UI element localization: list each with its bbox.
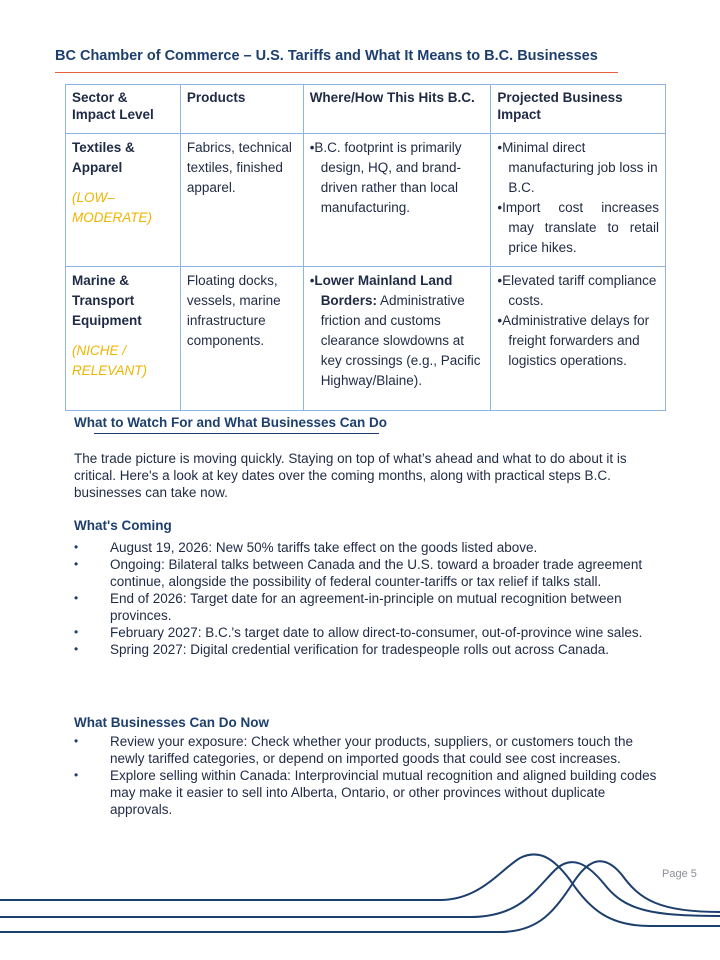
list-item: • Ongoing: Bilateral talks between Canada and the U.S. toward a broader trade agreement continue, alongside the possibility of federal counter-tariffs or tax relief if talks stall.	[74, 557, 643, 589]
impact-cell	[491, 134, 666, 267]
bullet-icon: •	[74, 768, 79, 782]
impact-cell	[491, 267, 666, 411]
title-underline	[55, 72, 618, 73]
page-title: BC Chamber of Commerce – U.S. Tariffs and What It Means to B.C. Businesses	[55, 48, 598, 64]
bullet-icon: •	[74, 540, 79, 554]
list-item: • February 2027: B.C.'s target date to allow direct-to-consumer, out-of-province wine sales.	[74, 625, 643, 640]
bullet-icon: •	[74, 642, 79, 656]
watch-heading: What to Watch For and What Businesses Can Do	[74, 415, 388, 430]
list-item: • August 19, 2026: New 50% tariffs take effect on the goods listed above.	[74, 540, 538, 555]
sector-name: Textiles & Apparel	[72, 140, 135, 175]
bullet-icon: •	[74, 591, 79, 605]
bullet-icon: •	[74, 557, 79, 571]
coming-heading: What's Coming	[74, 518, 172, 533]
where-bullet: •B.C. footprint is primarily design, HQ, and brand-driven rather than local manufacturing.	[309, 140, 462, 215]
bullet-icon: •	[74, 625, 79, 639]
impact-level: (NICHE / RELEVANT)	[72, 343, 148, 378]
header-where: Where/How This Hits B.C.	[303, 85, 491, 134]
tariff-impact-table	[65, 84, 666, 411]
header-impact: Projected Business Impact	[491, 85, 666, 134]
table-row	[66, 134, 666, 267]
where-bullet: •Lower Mainland Land Borders: Administrative friction and customs clearance slowdowns at key crossings (e.g., Pacific Highway/Blaine).	[309, 273, 481, 388]
impact-bullet: •Minimal direct manufacturing job loss in B.C.	[497, 140, 658, 195]
header-products: Products	[180, 85, 303, 134]
list-item: • Review your exposure: Check whether your products, suppliers, or customers touch the newly tariffed categories, or depend on imported goods that could see cost increases.	[74, 734, 633, 766]
table-row	[66, 267, 666, 411]
table-header-row	[66, 85, 666, 134]
page-number: Page 5	[662, 868, 697, 880]
impact-bullet: •Administrative delays for freight forwarders and logistics operations.	[497, 313, 650, 368]
impact-level: (LOW–MODERATE)	[72, 190, 152, 225]
intro-paragraph: The trade picture is moving quickly. Staying on top of what’s ahead and what to do about it is critical. Here's a look at key dates over the coming months, along with practical steps B.C. businesses can take now.	[74, 451, 627, 500]
list-item: • End of 2026: Target date for an agreement-in-principle on mutual recognition between provinces.	[74, 591, 622, 623]
watch-heading-underline	[94, 433, 379, 434]
where-cell	[303, 267, 491, 411]
sector-name: Marine & Transport Equipment	[72, 273, 142, 328]
decorative-waves	[0, 840, 720, 960]
products-cell: Floating docks, vessels, marine infrastructure components.	[180, 267, 303, 411]
list-item: • Explore selling within Canada: Interprovincial mutual recognition and aligned building codes may make it easier to sell into Alberta, Ontario, or other provinces without duplicate approvals.	[74, 768, 657, 817]
impact-bullet: •Elevated tariff compliance costs.	[497, 273, 657, 308]
sector-cell	[66, 134, 181, 267]
impact-bullet: •Import cost increases may translate to retail price hikes.	[497, 200, 659, 255]
sector-cell	[66, 267, 181, 411]
list-item: • Spring 2027: Digital credential verification for tradespeople rolls out across Canada.	[74, 642, 610, 657]
header-sector: Sector & Impact Level	[66, 85, 181, 134]
coming-list	[74, 539, 664, 658]
where-cell	[303, 134, 491, 267]
now-list	[74, 733, 664, 818]
now-heading: What Businesses Can Do Now	[74, 715, 270, 730]
bullet-icon: •	[74, 734, 79, 748]
products-cell: Fabrics, technical textiles, finished apparel.	[180, 134, 303, 267]
